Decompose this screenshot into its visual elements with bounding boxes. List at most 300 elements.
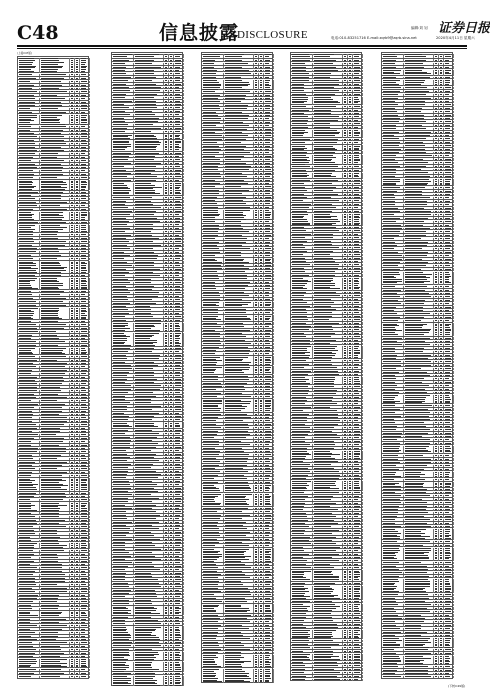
text-line [113, 345, 131, 346]
text-line [255, 319, 257, 320]
text-line [113, 228, 130, 229]
text-line [81, 377, 85, 378]
text-line [19, 85, 34, 86]
text-line [203, 183, 220, 184]
text-line [255, 278, 257, 279]
text-line [81, 383, 86, 384]
text-line [165, 204, 167, 205]
text-line [19, 324, 36, 325]
text-line [19, 557, 31, 558]
text-line [76, 219, 78, 220]
text-line [165, 296, 167, 297]
text-line [135, 481, 152, 482]
text-line [81, 164, 86, 165]
text-line [170, 128, 172, 129]
text-line [170, 491, 172, 492]
text-line [203, 186, 215, 187]
text-line [135, 348, 154, 349]
text-line [135, 248, 153, 249]
text-line [170, 454, 172, 455]
text-line [71, 578, 73, 579]
text-line [135, 320, 161, 321]
text-line [165, 457, 167, 458]
text-line [135, 56, 154, 57]
table-cell [224, 315, 254, 321]
text-line [175, 508, 179, 509]
text-line [260, 95, 262, 96]
text-line [19, 632, 35, 633]
text-line [225, 275, 247, 276]
text-line [165, 600, 167, 601]
text-line [225, 326, 244, 327]
text-line [175, 111, 180, 112]
text-line [41, 301, 63, 302]
table-row [17, 675, 89, 678]
text-line [41, 78, 64, 79]
text-line [71, 387, 73, 388]
text-line [165, 292, 167, 293]
text-line [41, 205, 60, 206]
text-line [260, 197, 262, 198]
text-line [19, 493, 36, 494]
text-line [170, 385, 172, 386]
text-line [41, 472, 67, 473]
text-line [175, 248, 179, 249]
text-line [203, 200, 215, 201]
text-line [170, 101, 172, 102]
text-line [203, 163, 220, 164]
text-line [19, 95, 34, 96]
table-cell [112, 626, 134, 640]
text-line [175, 265, 180, 266]
text-line [165, 201, 167, 202]
text-line [41, 584, 57, 585]
text-line [170, 56, 172, 57]
text-line [170, 67, 172, 68]
text-line [225, 228, 243, 229]
text-line [260, 122, 262, 123]
text-line [165, 238, 167, 239]
text-line [225, 135, 248, 136]
text-line [19, 571, 35, 572]
text-line [225, 169, 249, 170]
text-line [165, 114, 167, 115]
text-line [113, 107, 129, 108]
text-line [19, 328, 37, 329]
text-line [225, 299, 242, 300]
text-line [41, 298, 66, 299]
text-line [265, 190, 270, 191]
text-line [19, 238, 33, 239]
text-line [170, 515, 172, 516]
text-line [113, 97, 125, 98]
text-line [170, 474, 172, 475]
text-line [170, 77, 172, 78]
text-line [265, 323, 271, 324]
text-line [135, 596, 157, 597]
text-line [19, 605, 31, 606]
text-line [170, 498, 172, 499]
text-line [113, 518, 127, 519]
table-cell [134, 422, 164, 428]
text-line [19, 400, 31, 401]
text-line [265, 122, 270, 123]
text-line [81, 462, 87, 463]
text-line [76, 513, 78, 514]
text-line [135, 252, 154, 253]
text-line [76, 251, 78, 252]
text-line [203, 323, 217, 324]
text-line [81, 554, 85, 555]
text-line [41, 74, 66, 75]
text-line [76, 245, 78, 246]
table-cell [18, 278, 40, 290]
text-line [175, 515, 180, 516]
text-line [19, 642, 32, 643]
table-cell [134, 183, 164, 196]
text-line [175, 87, 179, 88]
text-line [203, 70, 217, 71]
text-line [265, 91, 271, 92]
text-line [165, 402, 167, 403]
text-line [19, 591, 35, 592]
text-line [81, 177, 87, 178]
text-line [76, 642, 78, 643]
text-line [165, 351, 167, 352]
text-line [170, 552, 172, 553]
text-line [175, 613, 179, 614]
text-line [203, 252, 220, 253]
text-line [76, 164, 78, 165]
text-line [175, 416, 181, 417]
text-line [175, 77, 180, 78]
text-line [76, 360, 78, 361]
text-line [81, 258, 86, 259]
text-line [170, 355, 172, 356]
text-line [175, 214, 179, 215]
text-line [41, 341, 65, 342]
text-line [170, 518, 172, 519]
text-line [135, 255, 158, 256]
text-line [19, 608, 32, 609]
text-line [165, 518, 167, 519]
text-line [170, 248, 172, 249]
text-line [170, 443, 172, 444]
text-line [265, 336, 270, 337]
text-line [175, 389, 180, 390]
text-line [41, 400, 57, 401]
text-line [265, 343, 270, 344]
text-line [170, 214, 172, 215]
text-line [76, 78, 78, 79]
text-line [81, 251, 86, 252]
table-row [17, 658, 89, 668]
text-line [76, 71, 78, 72]
text-line [165, 180, 167, 181]
text-line [76, 177, 78, 178]
text-line [165, 67, 167, 68]
text-line [113, 149, 125, 150]
text-line [113, 460, 127, 461]
text-line [170, 345, 172, 346]
table-columns [17, 52, 467, 682]
text-line [170, 583, 172, 584]
text-line [41, 625, 67, 626]
text-line [225, 200, 243, 201]
text-line [76, 434, 78, 435]
text-line [175, 518, 179, 519]
text-line [113, 289, 128, 290]
text-line [265, 95, 270, 96]
text-line [170, 402, 172, 403]
table-cell [202, 315, 224, 321]
text-line [71, 305, 73, 306]
text-line [265, 207, 269, 208]
text-line [255, 299, 257, 300]
text-line [175, 685, 181, 686]
text-line [19, 383, 37, 384]
text-line [135, 330, 160, 331]
text-line [81, 438, 87, 439]
text-line [41, 629, 62, 630]
text-line [41, 294, 60, 295]
text-line [76, 241, 78, 242]
text-line [260, 98, 262, 99]
text-line [76, 324, 78, 325]
text-line [81, 88, 86, 89]
text-line [170, 556, 172, 557]
text-line [19, 143, 35, 144]
text-line [76, 561, 78, 562]
text-line [170, 613, 172, 614]
text-line [81, 615, 87, 616]
text-line [19, 397, 36, 398]
text-line [165, 166, 167, 167]
text-line [71, 363, 73, 364]
table-cell [224, 258, 254, 263]
text-line [255, 200, 257, 201]
text-line [225, 159, 241, 160]
text-line [113, 416, 129, 417]
text-line [175, 583, 180, 584]
text-line [81, 143, 87, 144]
text-line [175, 430, 181, 431]
text-line [165, 63, 167, 64]
text-line [175, 238, 181, 239]
text-line [225, 221, 241, 222]
text-line [203, 330, 215, 331]
text-line [170, 121, 172, 122]
text-line [76, 489, 78, 490]
text-line [81, 275, 85, 276]
text-line [170, 104, 172, 105]
text-line [81, 666, 87, 667]
text-line [135, 532, 151, 533]
text-line [175, 358, 181, 359]
text-line [170, 460, 172, 461]
text-line [135, 211, 156, 212]
text-line [135, 111, 152, 112]
text-line [81, 366, 85, 367]
text-line [19, 629, 30, 630]
text-line [19, 666, 30, 667]
text-line [113, 539, 132, 540]
text-line [71, 377, 73, 378]
text-line [165, 464, 167, 465]
text-line [175, 320, 180, 321]
table-row [17, 114, 89, 125]
text-line [203, 312, 218, 313]
text-line [265, 101, 271, 102]
text-line [170, 532, 172, 533]
text-line [71, 140, 73, 141]
text-line [19, 411, 32, 412]
text-line [165, 579, 167, 580]
text-line [203, 278, 219, 279]
text-line [113, 586, 129, 587]
text-line [165, 163, 167, 164]
text-line [165, 379, 167, 380]
text-line [135, 149, 156, 150]
text-line [225, 180, 244, 181]
text-line [135, 454, 156, 455]
text-line [265, 135, 271, 136]
text-line [265, 132, 271, 133]
text-line [113, 156, 129, 157]
text-line [71, 81, 73, 82]
text-line [203, 98, 218, 99]
text-line [81, 578, 87, 579]
text-line [175, 464, 180, 465]
text-line [81, 394, 86, 395]
text-line [255, 231, 257, 232]
text-line [41, 646, 60, 647]
text-line [260, 245, 262, 246]
text-line [165, 396, 167, 397]
text-line [175, 382, 181, 383]
text-line [175, 375, 180, 376]
text-line [170, 368, 172, 369]
table-cell [40, 502, 70, 511]
text-line [170, 603, 172, 604]
text-line [265, 112, 270, 113]
text-line [76, 676, 78, 677]
text-line [41, 615, 59, 616]
text-line [135, 207, 161, 208]
text-line [113, 121, 125, 122]
table-cell [80, 502, 90, 511]
text-line [255, 70, 257, 71]
text-line [41, 167, 63, 168]
text-line [81, 523, 86, 524]
table-cell [174, 134, 184, 139]
text-line [41, 356, 66, 357]
table-cell [202, 210, 224, 220]
text-line [41, 231, 58, 232]
text-line [113, 358, 127, 359]
text-line [260, 112, 262, 113]
text-line [175, 617, 179, 618]
text-line [265, 139, 270, 140]
text-line [135, 296, 158, 297]
text-line [41, 598, 58, 599]
text-line [225, 139, 246, 140]
text-line [41, 338, 59, 339]
text-line [71, 164, 73, 165]
text-line [225, 282, 250, 283]
text-line [19, 448, 38, 449]
text-line [76, 363, 78, 364]
text-line [225, 77, 241, 78]
text-line [135, 272, 153, 273]
text-line [113, 309, 128, 310]
text-line [265, 146, 270, 147]
text-line [41, 567, 62, 568]
text-line [19, 126, 31, 127]
text-line [175, 121, 180, 122]
text-line [225, 207, 250, 208]
text-line [170, 204, 172, 205]
table-cell [112, 676, 134, 686]
text-line [76, 112, 78, 113]
text-line [41, 98, 65, 99]
text-line [175, 262, 179, 263]
text-line [175, 481, 180, 482]
text-line [175, 258, 180, 259]
text-line [19, 231, 33, 232]
text-line [19, 574, 33, 575]
text-line [265, 265, 271, 266]
table-cell [134, 606, 164, 615]
text-line [71, 421, 73, 422]
text-line [71, 136, 73, 137]
text-line [81, 324, 86, 325]
text-line [225, 73, 251, 74]
text-line [203, 118, 221, 119]
text-line [165, 170, 167, 171]
text-line [170, 211, 172, 212]
text-line [260, 70, 262, 71]
text-line [175, 309, 180, 310]
text-line [19, 366, 36, 367]
text-line [165, 97, 167, 98]
text-line [135, 166, 156, 167]
text-line [165, 121, 167, 122]
text-line [76, 202, 78, 203]
text-line [76, 448, 78, 449]
text-line [165, 552, 167, 553]
text-line [71, 157, 73, 158]
table-row [111, 675, 183, 686]
text-line [76, 468, 78, 469]
text-line [225, 248, 250, 249]
text-line [175, 413, 179, 414]
text-line [175, 84, 181, 85]
text-line [113, 673, 131, 674]
table-cell [264, 210, 274, 220]
text-line [203, 265, 221, 266]
text-line [81, 170, 85, 171]
text-line [81, 209, 86, 210]
text-line [165, 454, 167, 455]
text-line [41, 540, 58, 541]
text-line [113, 245, 127, 246]
text-line [165, 639, 167, 640]
table-cell [264, 302, 274, 308]
text-line [76, 537, 78, 538]
text-line [41, 451, 66, 452]
text-line [81, 468, 87, 469]
